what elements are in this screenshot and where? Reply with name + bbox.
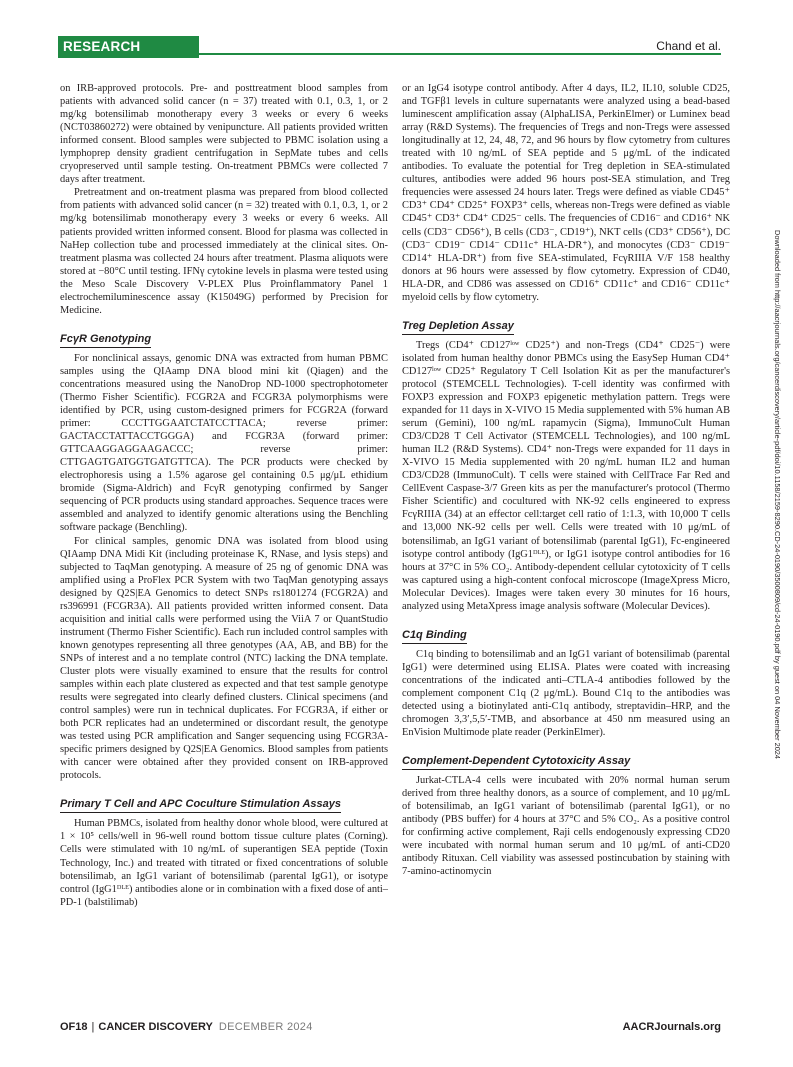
paragraph: Pretreatment and on-treatment plasma was prepared from blood collected from patients with advanced solid cancer (n = 32) treated with 0.1, 0.3, 1, or 2 mg/kg botensilimab monotherapy every 3 weeks or every 6 weeks. All patients provided written informed consent. Blood for plasma was collected in NaHep collection tube and processed immediately at the clinical sites. On-treatment plasma was collected 24 hours after treatment. Plasma aliquots were stored at −80°C until testing. IFNγ cytokine levels in plasma were tested using the Meso Scale Discovery V-PLEX Plus Proinflammatory Panel 1 electrochemiluminescence assay (K15049G) performed by Precision for Medicine.: [60, 187, 388, 316]
footer-separator: |: [91, 1021, 95, 1033]
section-heading-treg-depletion: Treg Depletion Assay: [402, 319, 514, 335]
page-number: OF18: [60, 1021, 88, 1033]
paragraph: For nonclinical assays, genomic DNA was extracted from human PBMC samples using the QIAamp DNA blood mini kit (Qiagen) and the concentrations measured using the NanoDrop ND-1000 spectrophotometer (Thermo Fisher Scientific). FCGR2A and FCGR3A polymorphisms were identified by PCR, using custom-designed primers for FCGR2A (forward primer: CCCTTGGAATCTATCCTTACA; reverse primer: GACTACCTATTACCTGGGA) and FCGR3A (forward primer: GTTCAAGGAGGAAGACCC; reverse primer: CTTGAGTGATGGTGATGTTCA). The PCR products were checked by electrophoresis using a 1.5% agarose gel containing 0.5 μg/μL ethidium bromide (Sigma-Aldrich) and FcγR genotyping confirmed by Sanger sequencing of PCR products using standard approaches. Sequence traces were assembled and analyzed to identify genomic alterations using the Benchling software package (Benchling).: [60, 352, 388, 534]
download-watermark: Downloaded from http://aacrjournals.org/cancerdiscovery/article-pdf/doi/10.1158/2159-8290.CD-24-0190/3500809/cd-24-0190.pdf by guest on 04 November 2024: [773, 230, 782, 760]
header-rule: [199, 53, 721, 55]
right-column: [402, 82, 730, 878]
paragraph: Tregs (CD4⁺ CD127ˡᵒʷ CD25⁺) and non-Tregs (CD4⁺ CD25⁻) were isolated from human healthy donor PBMCs using the EasySep Human CD4⁺ CD127ˡᵒʷ CD25⁺ Regulatory T Cell Isolation Kit as per the manufacturer's protocol (STEMCELL Technologies). T-cell identity was confirmed with FOXP3 expression and FOXP3 epigenetic methylation pattern. Tregs were expanded for 11 days in X-VIVO 15 Media supplemented with 5% human AB serum (Gemini), 100 ng/mL rapamycin (Sigma), ImmunoCult Human CD3/CD28 T Cell Activator (STEMCELL Technologies), and 100 ng/mL human IL2 (R&D Systems). CD4⁺ non-Tregs were expanded for 11 days in X-VIVO 15 Media supplemented with 20 ng/mL human IL2 and human CD3/CD28 (ImmunoCult). T cells were stained with CellTrace Far Red and CellEvent Caspase-3/7 Green kits as per the manufacturer's protocol (Thermo Fisher Scientific) and cocultured with NK-92 cells engineered to express FcγRIIIA (34) at an effector cell:target cell ratio of 1:1.3, with 10,000 T cells and 13,000 NK-92 cells per well. Cells were treated with 10 μg/mL of botensilimab, an IgG1 variant of botensilimab (parental IgG1), Fc-engineered isotype control antibody (IgG1ᴰᴸᴱ), or IgG1 isotype control antibodies for 16 hours at 37°C in 5% CO₂. Antibody-dependent cellular cytotoxicity of T cells was captured using a high-content confocal microscope (ImageXpress Micro, Molecular Devices). Images were taken every 30 minutes for 16 hours, analyzed using MetaXpress image analysis software (Molecular Devices).: [402, 339, 730, 612]
paragraph: C1q binding to botensilimab and an IgG1 variant of botensilimab (parental IgG1) were determined using ELISA. Plates were coated with increasing concentrations of the indicated anti–CTLA-4 antibodies followed by the complement component C1q (2 μg/mL). Bound C1q to the antibodies was detected using a biotinylated anti-C1q antibody, streptavidin–HRP, and the chromogen 3,3′,5,5′-TMB, and absorbance at 450 nm measured using an EnVision Multimode plate reader (PerkinElmer).: [402, 648, 730, 739]
section-heading-c1q-binding: C1q Binding: [402, 628, 467, 644]
section-heading-genotyping: FcγR Genotyping: [60, 332, 151, 348]
paragraph: on IRB-approved protocols. Pre- and posttreatment blood samples from patients with advanced solid cancer (n = 37) treated with 0.1, 0.3, 1, or 2 mg/kg botensilimab monotherapy every 3 weeks or every 6 weeks (NCT03860272) were obtained by venipuncture. All patients provided written informed consent. Blood samples were subjected to PBMC isolation using a lymphoprep density gradient centrifugation in SepMate tubes and cells cryopreserved until sample testing. On-treatment PBMCs were collected 7 days after treatment.: [60, 83, 388, 186]
journal-name: CANCER DISCOVERY: [98, 1021, 213, 1033]
page-footer: [60, 1019, 721, 1035]
section-heading-cdc-assay: Complement-Dependent Cytotoxicity Assay: [402, 754, 630, 770]
paragraph: Human PBMCs, isolated from healthy donor whole blood, were cultured at 1 × 10⁵ cells/well in 96-well round bottom tissue culture plates (Corning). Cells were stimulated with 10 ng/mL of superantigen SEA peptide (Toxin Technology, Inc.) and treated with titrated or fixed concentrations of soluble botensilimab, an IgG1 variant of botensilimab (parental IgG1), or isotype control (IgG1ᴰᴸᴱ) antibodies alone or in combination with a fixed dose of anti–PD-1 (balstilimab): [60, 818, 388, 908]
article-type-label: RESEARCH ARTICLE: [58, 36, 199, 58]
journal-website-link[interactable]: AACRJournals.org: [622, 1021, 721, 1033]
page-header: [0, 36, 793, 76]
running-authors: Chand et al.: [650, 39, 721, 53]
paragraph: or an IgG4 isotype control antibody. After 4 days, IL2, IL10, soluble CD25, and TGFβ1 levels in culture supernatants were analyzed using a bead-based luminescent amplification assay (AlphaLISA, PerkinElmer) or Luminex bead array (R&D Systems). The frequencies of Tregs and non-Tregs were assessed longitudinally at 12, 24, 48, 72, and 96 hours by flow cytometry from cultures treated with 10 ng/mL of SEA peptide and 5 μg/mL of the indicated antibodies. To evaluate the potential for Treg depletion in SEA-stimulated cultures, antibodies were added 96 hours post-SEA stimulation, and Treg frequencies were assessed 24 hours later. Tregs were defined as viable CD45⁺ CD3⁺ CD4⁺ CD25⁺ FOXP3⁺ cells, whereas non-Tregs were defined as viable CD45⁺ CD3⁺ CD4⁺ CD25⁻ cells. The frequencies of CD16⁻ and CD16⁺ NK cells (CD3⁻ CD56⁺), B cells (CD3⁻, CD19⁺), NKT cells (CD3⁺ CD56⁺), DC (CD3⁻ CD19⁻ CD14⁻ CD11c⁺ HLA-DR⁺), and monocytes (CD3⁻ CD19⁻ CD14⁺ HLA-DR⁺) from five SEA-stimulated, FcγRIIIA V/F 158 healthy donors at 96 hours were assessed by flow cytometry. Expression of CD40, HLA-DR, and CD86 was assessed on CD16⁺ CD11c⁺ and CD16⁻ CD11c⁺ myeloid cells by flow cytometry.: [402, 83, 730, 303]
section-heading-coculture: Primary T Cell and APC Coculture Stimulation Assays: [60, 797, 341, 813]
paragraph: Jurkat-CTLA-4 cells were incubated with 20% normal human serum derived from three healthy donors, as a source of complement, and 10 μg/mL of botensilimab, an IgG1 variant of botensilimab (parental IgG1), or no antibody (PBS buffer) for 4 hours at 37°C and 5% CO₂. As a positive control for confirming active complement, Raji cells endogenously expressing CD20 were incubated with normal human serum and 10 μg/mL of anti-CD20 antibody Rituxan. Cell viability was assessed postincubation by staining with 7-amino-actinomycin: [402, 775, 730, 878]
left-column: [60, 82, 388, 909]
issue-date: DECEMBER 2024: [218, 1021, 313, 1033]
paragraph: For clinical samples, genomic DNA was isolated from blood using QIAamp DNA Midi Kit (including proteinase K, RNase, and lysis steps) and subjected to TaqMan genotyping. A measure of 25 ng of genomic DNA was amplified using a ProFlex PCR System with two TaqMan genotyping assays designed by Q2S|EA Genomics to detect SNPs rs1801274 (FCGR2A) and rs396991 (FCGR3A). All patients provided written informed consent. Data acquisition and initial calls were performed using the ViiA 7 or QuantStudio instrument (Thermo Fisher Scientific). Each run included control samples with known genotypes representing all three genotypes (AA, AB, and BB) for the SNPs of interest and a no template control (NTC) lacking the DNA template. Cluster plots were visually examined to ensure that the results for control samples within each plate clustered as expected and that test sample genotype results were segregated into clearly defined clusters. Clinical specimens (and control samples) were run in technical duplicates. For FCGR3A, if either or both PCR replicates had an undetermined or discordant result, the genotype was tested using PCR amplification and Sanger sequencing using FCGR3A-specific primers designed by Q2S|EA Genomics. Blood samples from patients with cancer were obtained after they provided consent on IRB-approved protocols.: [60, 535, 388, 782]
